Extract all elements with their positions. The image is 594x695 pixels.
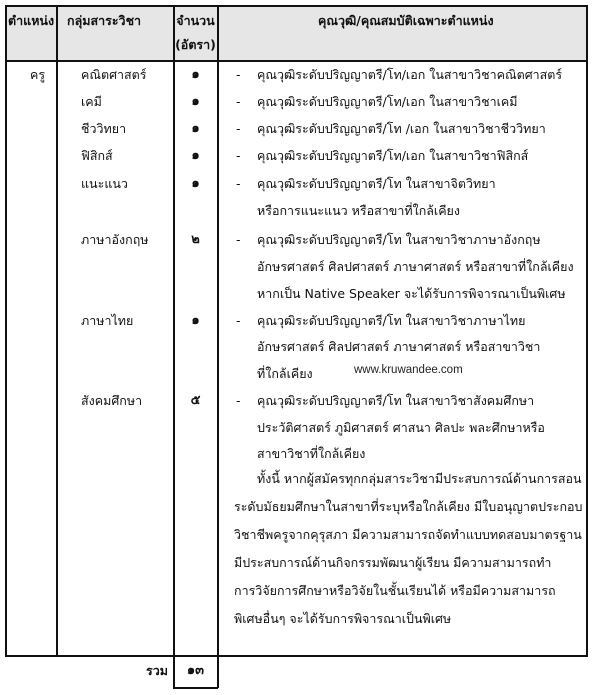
bullet-dash: -	[236, 313, 241, 328]
table-right-border	[586, 5, 588, 656]
header-count-line2: (อัตรา)	[175, 37, 216, 52]
qualification-line: คุณวุฒิระดับปริญญาตรี/โท ในสาขาจิตวิทยา	[257, 176, 496, 191]
watermark-text: www.kruwandee.com	[354, 364, 463, 376]
qualification-line: ประวัติศาสตร์ ภูมิศาสตร์ ศาสนา ศิลปะ พละศึกษาหรือ	[257, 420, 545, 435]
subject-cell: สังคมศึกษา	[81, 393, 143, 408]
qualification-line: คุณวุฒิระดับปริญญาตรี/โท/เอก ในสาขาวิชาคณิตศาสตร์	[257, 67, 563, 82]
count-cell: ๕	[190, 393, 201, 408]
position-cell: ครู	[30, 67, 46, 82]
subject-cell: เคมี	[81, 94, 102, 109]
header-count-line1: จำนวน	[176, 13, 215, 28]
qualification-line: คุณวุฒิระดับปริญญาตรี/โท /เอก ในสาขาวิชาชีววิทยา	[257, 121, 546, 136]
note-line: พิเศษอื่นๆ จะได้รับการพิจารณาเป็นพิเศษ	[234, 611, 452, 626]
bullet-dash: -	[236, 393, 241, 408]
note-line: มีประสบการณ์ด้านกิจกรรมพัฒนาผู้เรียน มีความสามารถทำ	[234, 555, 552, 570]
total-value: ๑๓	[186, 663, 205, 678]
note-line: การวิจัยการศึกษาหรือวิจัยในชั้นเรียนได้ หรือมีความสามารถ	[234, 583, 556, 598]
qualification-line: คุณวุฒิระดับปริญญาตรี/โท ในสาขาวิชาภาษาไทย	[257, 313, 526, 328]
bullet-dash: -	[236, 94, 241, 109]
header-position: ตำแหน่ง	[8, 13, 55, 28]
qualification-line: คุณวุฒิระดับปริญญาตรี/โท/เอก ในสาขาวิชาฟิสิกส์	[257, 148, 529, 163]
qualification-line: หากเป็น Native Speaker จะได้รับการพิจารณาเป็นพิเศษ	[257, 286, 566, 301]
header-qualification: คุณวุฒิ/คุณสมบัติเฉพาะตำแหน่ง	[318, 13, 494, 28]
note-line: ทั้งนี้ หากผู้สมัครทุกกลุ่มสาระวิชามีประสบการณ์ด้านการสอน	[257, 471, 582, 486]
qualification-line: คุณวุฒิระดับปริญญาตรี/โท ในสาขาวิชาภาษาอังกฤษ	[257, 232, 541, 247]
bullet-dash: -	[236, 176, 241, 191]
count-cell: ๑	[191, 148, 200, 163]
qualification-line: อักษรศาสตร์ ศิลปศาสตร์ ภาษาศาสตร์ หรือสาขาวิชา	[257, 339, 541, 354]
count-cell: ๑	[191, 313, 200, 328]
total-cell-bottom-border	[173, 687, 218, 689]
table-top-border	[5, 5, 588, 7]
count-cell: ๑	[191, 176, 200, 191]
bullet-dash: -	[236, 67, 241, 82]
subject-cell: ภาษาอังกฤษ	[81, 232, 149, 247]
header-subject: กลุ่มสาระวิชา	[67, 13, 142, 28]
bullet-dash: -	[236, 121, 241, 136]
count-cell: ๑	[191, 67, 200, 82]
bullet-dash: -	[236, 148, 241, 163]
count-cell: ๑	[191, 121, 200, 136]
subject-cell: แนะแนว	[81, 176, 128, 191]
subject-cell: ฟิสิกส์	[81, 148, 113, 163]
qualification-line: คุณวุฒิระดับปริญญาตรี/โท/เอก ในสาขาวิชาเคมี	[257, 94, 518, 109]
subject-cell: ภาษาไทย	[81, 313, 134, 328]
count-cell: ๑	[191, 94, 200, 109]
qualification-line: สาขาวิชาที่ใกล้เคียง	[257, 446, 366, 461]
column-divider-1	[56, 5, 58, 656]
qualification-line: หรือการแนะแนว หรือสาขาที่ใกล้เคียง	[257, 203, 460, 218]
bullet-dash: -	[236, 232, 241, 247]
column-divider-3	[217, 5, 219, 688]
qualification-line: อักษรศาสตร์ ศิลปศาสตร์ ภาษาศาสตร์ หรือสาขาที่ใกล้เคียง	[257, 259, 574, 274]
header-bottom-border	[5, 60, 588, 62]
count-cell: ๒	[191, 232, 200, 247]
qualification-line: คุณวุฒิระดับปริญญาตรี/โท ในสาขาวิชาสังคมศึกษา	[257, 393, 535, 408]
note-line: วิชาชีพครูจากคุรุสภา มีความสามารถจัดทำแบบทดสอบมาตรฐาน	[234, 527, 582, 542]
qualification-line: ที่ใกล้เคียง	[257, 366, 313, 381]
table-left-border	[5, 5, 7, 656]
table-body-bottom-border	[5, 655, 588, 657]
total-label: รวม	[146, 663, 168, 678]
note-line: ระดับมัธยมศึกษาในสาขาที่ระบุหรือใกล้เคียง มีใบอนุญาตประกอบ	[234, 499, 583, 514]
subject-cell: คณิตศาสตร์	[81, 67, 147, 82]
subject-cell: ชีววิทยา	[81, 121, 127, 136]
